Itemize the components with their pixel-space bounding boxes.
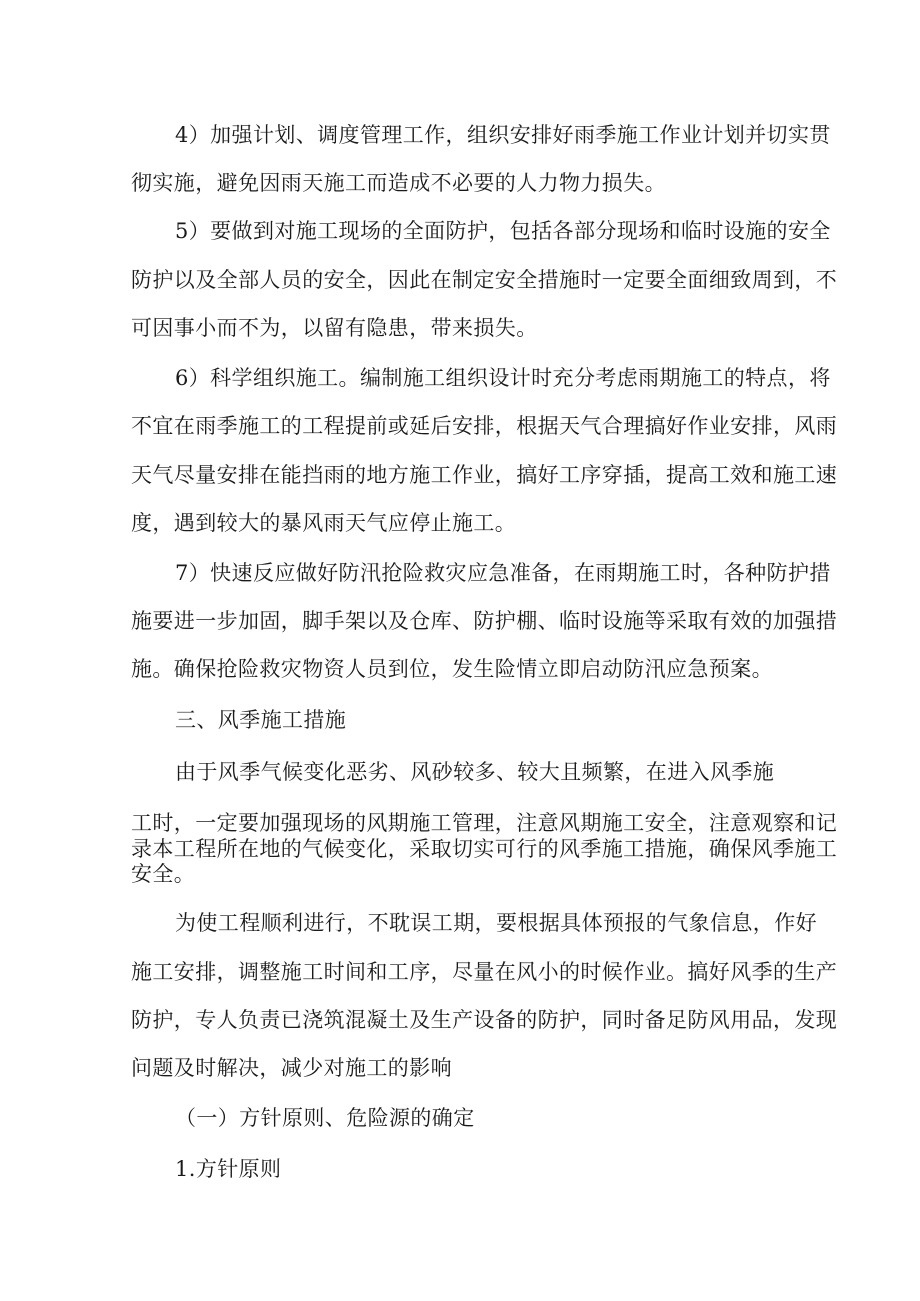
- text-line: 彻实施，避免因雨天施工而造成不必要的人力物力损失。: [131, 171, 666, 195]
- text-line: 度，遇到较大的暴风雨天气应停止施工。: [131, 511, 517, 535]
- section-heading: 三、风季施工措施: [175, 708, 347, 732]
- text-line: 防护，专人负责已浇筑混凝土及生产设备的防护，同时备足防风用品，发现: [131, 1008, 838, 1032]
- text-line: 施要进一步加固，脚手架以及仓库、防护棚、临时设施等采取有效的加强措: [131, 609, 838, 633]
- text-line: 6）科学组织施工。编制施工组织设计时充分考虑雨期施工的特点，将: [175, 366, 831, 390]
- text-line: 天气尽量安排在能挡雨的地方施工作业，搞好工序穿插，提高工效和施工速: [131, 463, 838, 487]
- subsection-heading: （一）方针原则、危险源的确定: [175, 1106, 475, 1130]
- subsection-heading: 1.方针原则: [175, 1157, 282, 1181]
- text-line: 7）快速反应做好防汛抢险救灾应急准备，在雨期施工时，各种防护措: [175, 561, 831, 585]
- text-line: 可因事小而不为，以留有隐患，带来损失。: [131, 316, 538, 340]
- text-line: 为使工程顺利进行，不耽误工期，要根据具体预报的气象信息，作好: [175, 911, 817, 935]
- text-line: 5）要做到对施工现场的全面防护，包括各部分现场和临时设施的安全: [175, 219, 831, 243]
- text-line: 由于风季气候变化恶劣、风砂较多、较大且频繁，在进入风季施: [175, 760, 775, 784]
- text-line: 不宜在雨季施工的工程提前或延后安排，根据天气合理搞好作业安排，风雨: [131, 414, 838, 438]
- text-line: 施。确保抢险救灾物资人员到位，发生险情立即启动防汛应急预案。: [131, 657, 773, 681]
- text-line: 录本工程所在地的气候变化，采取切实可行的风季施工措施，确保风季施工: [131, 837, 838, 861]
- text-line: 安全。: [131, 862, 196, 886]
- text-line: 4）加强计划、调度管理工作，组织安排好雨季施工作业计划并切实贯: [175, 123, 831, 147]
- text-line: 问题及时解决，减少对施工的影响: [131, 1056, 452, 1080]
- text-line: 工时，一定要加强现场的风期施工管理，注意风期施工安全，注意观察和记: [131, 811, 838, 835]
- text-line: 防护以及全部人员的安全，因此在制定安全措施时一定要全面细致周到，不: [131, 268, 838, 292]
- text-line: 施工安排，调整施工时间和工序，尽量在风小的时候作业。搞好风季的生产: [131, 960, 838, 984]
